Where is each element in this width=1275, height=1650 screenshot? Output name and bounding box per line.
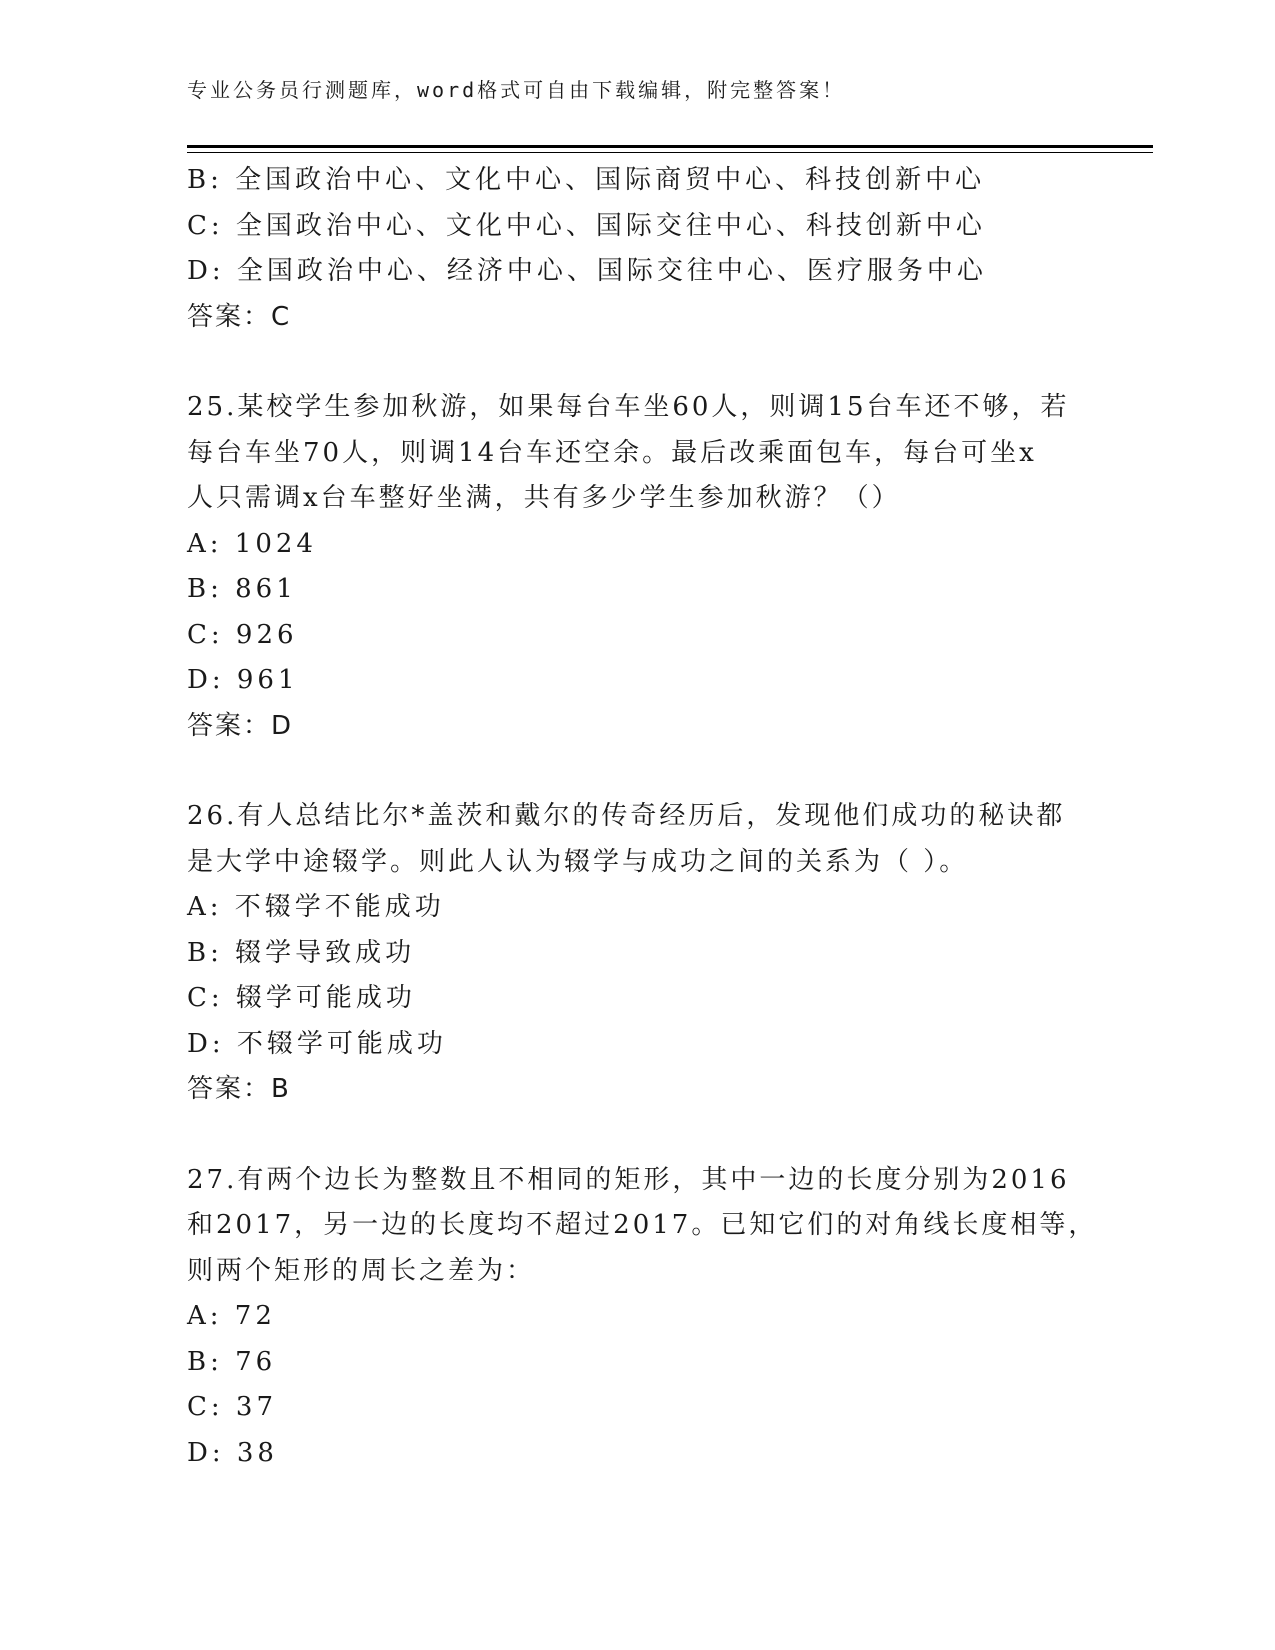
option-a: A: 1024 [187,528,317,559]
option-d: D: 38 [187,1437,278,1468]
option-c: C: 926 [187,619,298,650]
question-25 [187,385,1087,749]
spacer [187,1113,1087,1158]
question-stem-line: 27.有两个边长为整数且不相同的矩形，其中一边的长度分别为2016 [187,1164,1070,1195]
option-c: C: 辍学可能成功 [187,983,416,1013]
page-header: 专业公务员行测题库，word格式可自由下载编辑，附完整答案！ [187,78,846,102]
spacer [187,340,1087,385]
question-stem-line: 是大学中途辍学。则此人认为辍学与成功之间的关系为（ ）。 [187,846,969,877]
option-b: B: 全国政治中心、文化中心、国际商贸中心、科技创新中心 [187,165,986,195]
question-stem-line: 和2017，另一边的长度均不超过2017。已知它们的对角线长度相等， [187,1210,1098,1240]
answer: 答案：D [187,710,294,741]
question-stem-line: 25.某校学生参加秋游，如果每台车坐60人，则调15台车还不够，若 [187,392,1070,422]
answer: 答案：C [187,301,292,332]
question-list [187,158,1098,1476]
question-27 [187,1158,1098,1477]
option-b: B: 861 [187,574,297,604]
option-b: B: 辍学导致成功 [187,937,416,968]
header-rule-thick [187,145,1153,148]
answer: 答案：B [187,1074,291,1104]
option-a: A: 72 [187,1301,276,1331]
option-a: A: 不辍学不能成功 [187,892,445,922]
question-stem-line: 则两个矩形的周长之差为： [187,1255,536,1286]
spacer [187,749,1087,794]
question-stem-line: 每台车坐70人，则调14台车还空余。最后改乘面包车，每台可坐x [187,437,1037,468]
option-c: C: 37 [187,1392,278,1422]
question-stem-line: 人只需调x台车整好坐满，共有多少学生参加秋游？（） [187,483,901,513]
option-d: D: 不辍学可能成功 [187,1028,447,1059]
option-d: D: 全国政治中心、经济中心、国际交往中心、医疗服务中心 [187,256,987,286]
question-26 [187,794,1087,1113]
option-b: B: 76 [187,1346,277,1377]
question-24-partial [187,158,1087,340]
header-rule-thin [187,152,1153,153]
question-stem-line: 26.有人总结比尔*盖茨和戴尔的传奇经历后，发现他们成功的秘诀都 [187,801,1066,831]
option-d: D: 961 [187,665,299,695]
option-c: C: 全国政治中心、文化中心、国际交往中心、科技创新中心 [187,210,986,241]
